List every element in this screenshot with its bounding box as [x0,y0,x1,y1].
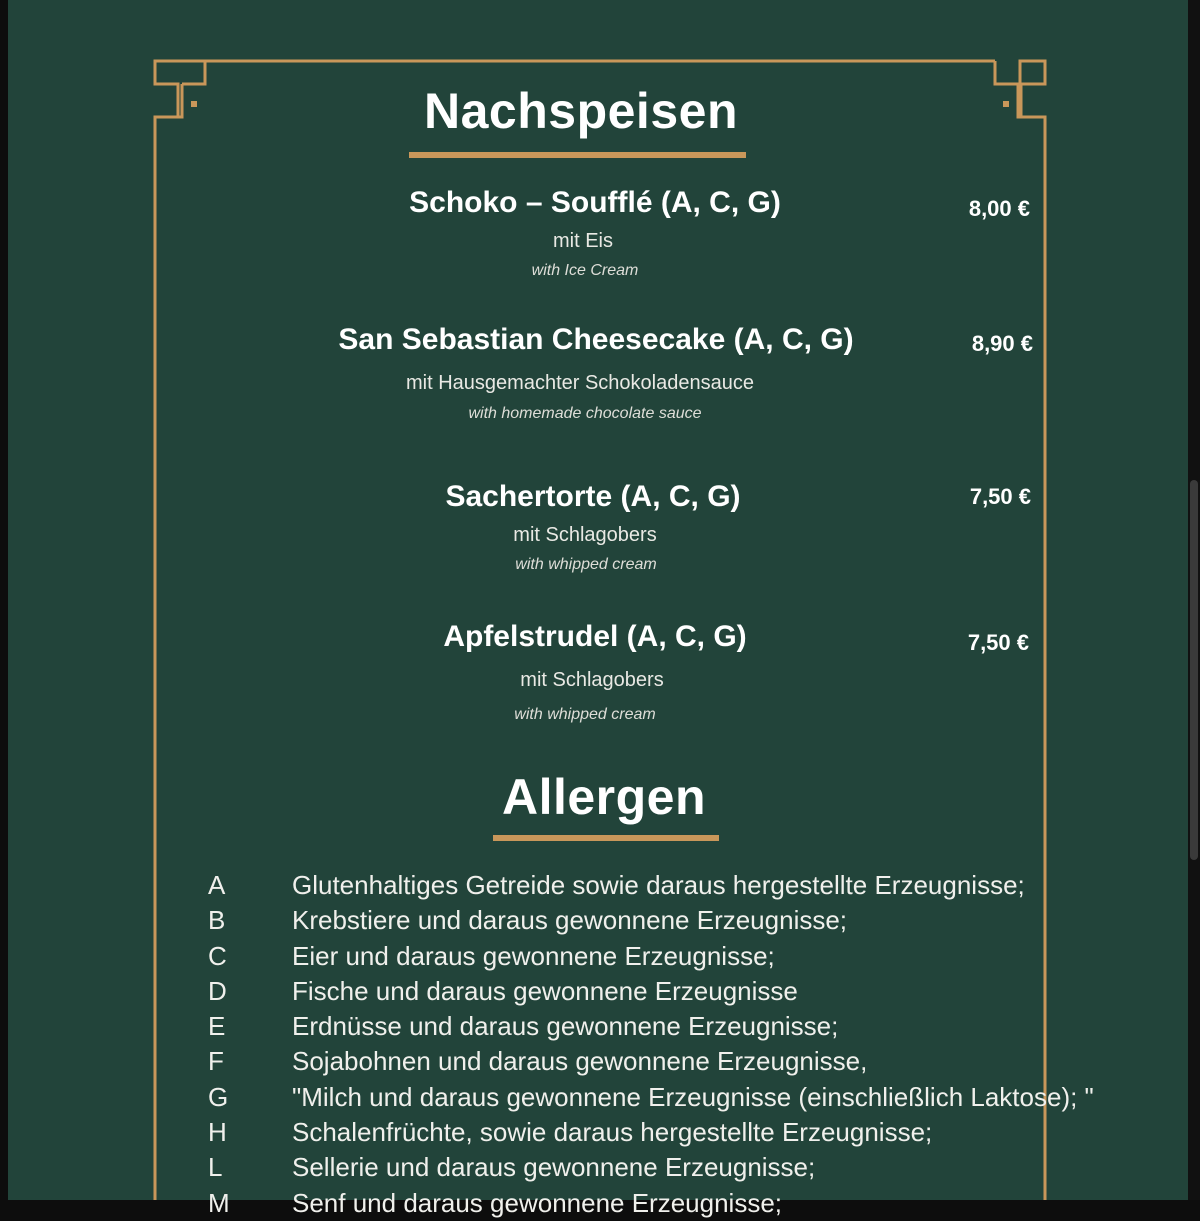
allergen-description: Sellerie und daraus gewonnene Erzeugnisse; [292,1152,816,1183]
menu-item-description-en: with homemade chocolate sauce [468,405,702,422]
allergen-description: Eier und daraus gewonnene Erzeugnisse; [292,940,775,971]
allergen-description: Sojabohnen und daraus gewonnene Erzeugnisse, [292,1046,868,1077]
allergen-row [0,1009,1200,1044]
allergen-code: B [208,905,226,936]
scrollbar-thumb[interactable] [1190,480,1198,860]
dessert-title-underline [409,152,746,158]
menu-item-description: mit Eis [553,230,613,252]
allergen-code: D [208,975,227,1006]
allergen-description: Glutenhaltiges Getreide sowie daraus hergestellte Erzeugnisse; [292,870,1025,900]
allergen-code: E [208,1011,226,1042]
dessert-section-title: Nachspeisen [424,83,738,139]
allergen-code: M [208,1187,230,1218]
allergen-description: Erdnüsse und daraus gewonnene Erzeugnisse; [292,1011,839,1042]
allergen-description: Senf und daraus gewonnene Erzeugnisse; [292,1187,783,1218]
scrollbar-track[interactable] [1188,0,1200,1200]
menu-item-price: 8,90 € [971,331,1033,356]
menu-item-description: mit Schlagobers [520,669,664,691]
allergen-code: L [208,1152,223,1183]
allergen-code: H [208,1117,227,1148]
allergen-row [0,1150,1200,1185]
allergen-code: A [208,870,226,900]
allergen-row [0,903,1200,938]
menu-item-name: Apfelstrudel (A, C, G) [443,620,747,653]
menu-item-price: 7,50 € [969,484,1031,509]
menu-item-name: Schoko – Soufflé (A, C, G) [409,186,781,219]
menu-item-name: Sachertorte (A, C, G) [445,480,741,513]
allergen-row [0,1186,1200,1221]
menu-item-price: 8,00 € [968,196,1030,221]
allergen-row [0,1044,1200,1079]
allergen-row [0,1080,1200,1115]
menu-item-price: 7,50 € [967,630,1029,655]
allergen-description: "Milch und daraus gewonnene Erzeugnisse (einschließlich Laktose); " [292,1081,1094,1112]
allergen-description: Krebstiere und daraus gewonnene Erzeugnisse; [292,905,848,936]
menu-item-description: mit Hausgemachter Schokoladensauce [406,372,754,394]
allergen-code: G [208,1081,229,1112]
allergen-row [0,974,1200,1009]
menu-item-name: San Sebastian Cheesecake (A, C, G) [338,323,854,356]
allergen-row [0,868,1200,903]
allergen-row [0,939,1200,974]
allergen-title-underline [493,835,719,841]
menu-item-description-en: with whipped cream [514,706,656,723]
allergen-list [0,868,1200,1221]
menu-item-description-en: with Ice Cream [531,262,639,279]
menu-item-description: mit Schlagobers [513,524,657,546]
allergen-code: F [208,1046,224,1077]
allergen-description: Fische und daraus gewonnene Erzeugnisse [292,975,798,1006]
allergen-row [0,1115,1200,1150]
allergen-section-title: Allergen [501,769,707,825]
menu-item-description-en: with whipped cream [515,556,657,573]
allergen-description: Schalenfrüchte, sowie daraus hergestellte Erzeugnisse; [292,1117,933,1148]
allergen-code: C [208,940,227,971]
